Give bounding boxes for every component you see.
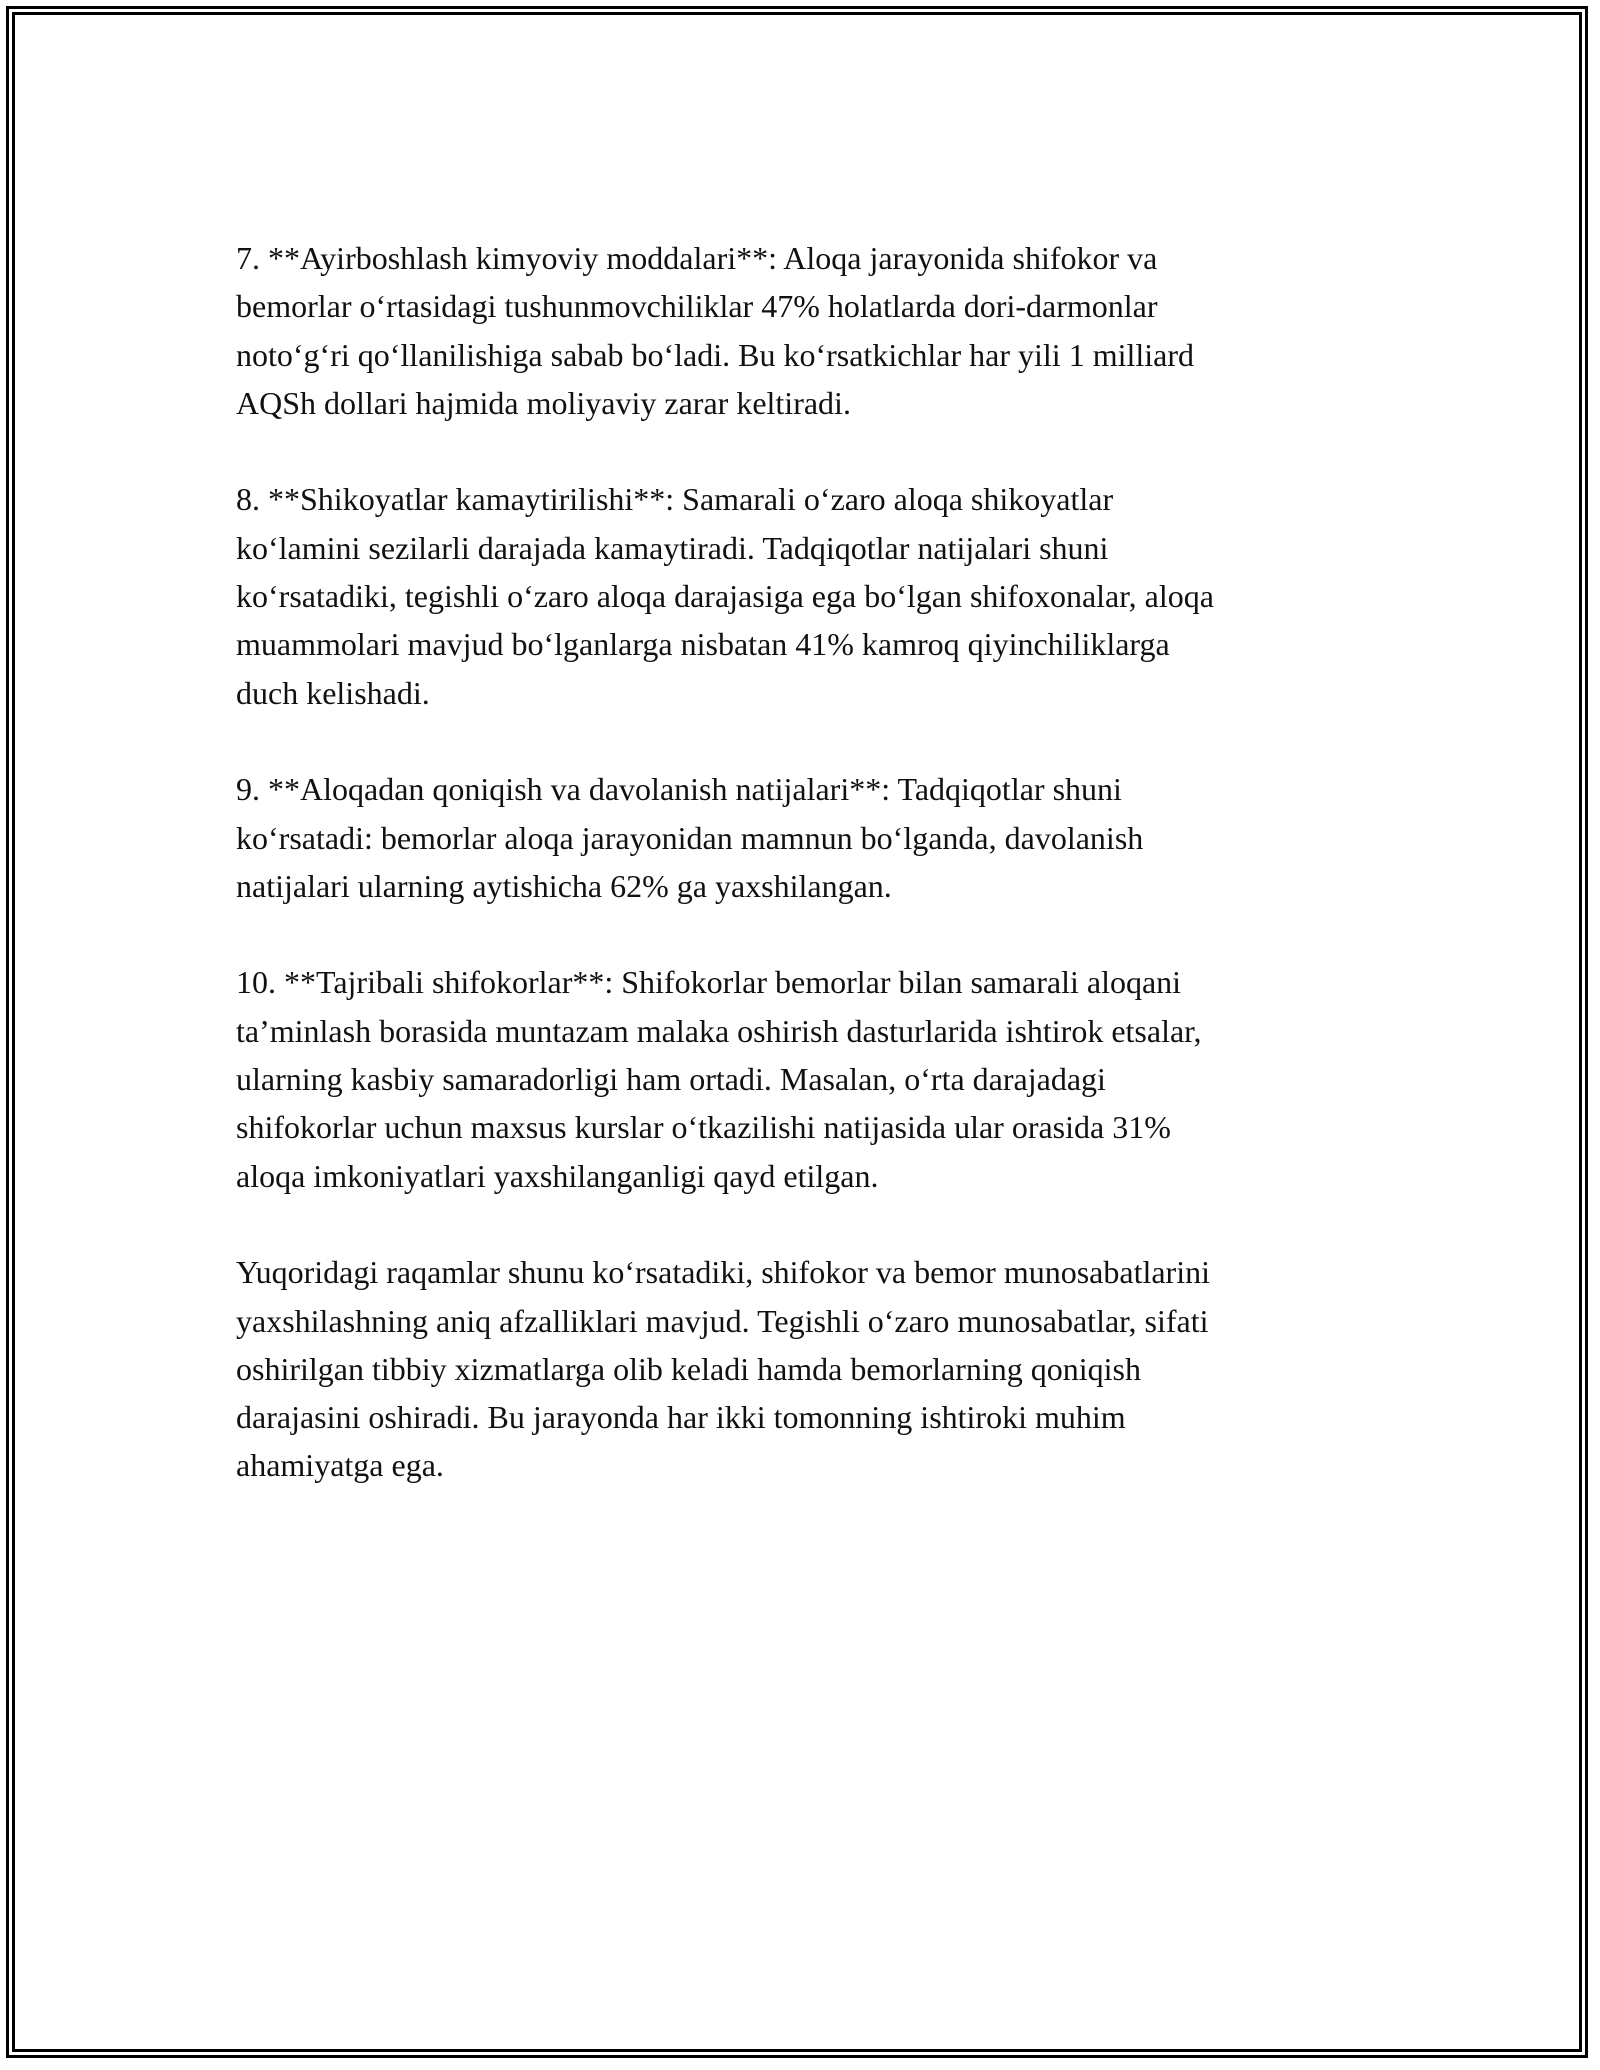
document-body bbox=[236, 234, 1376, 1538]
paragraph-item-10: 10. **Tajribali shifokorlar**: Shifokorlar bemorlar bilan samarali aloqani taʼminlash borasida muntazam malaka oshirish dasturlarida ishtirok etsalar, ularning kasbiy samaradorligi ham ortadi. Masalan, oʻrta darajadagi shifokorlar uchun maxsus kurslar oʻtkazilishi natijasida ular orasida 31% aloqa imkoniyatlari yaxshilanganligi qayd etilgan. bbox=[236, 964, 1202, 1194]
paragraph-item-8: 8. **Shikoyatlar kamaytirilishi**: Samarali oʻzaro aloqa shikoyatlar koʻlamini sezilarli darajada kamaytiradi. Tadqiqotlar natijalari shuni koʻrsatadiki, tegishli oʻzaro aloqa darajasiga ega boʻlgan shifoxonalar, aloqa muammolari mavjud boʻlganlarga nisbatan 41% kamroq qiyinchiliklarga duch kelishadi. bbox=[236, 481, 1214, 711]
paragraph-item-9: 9. **Aloqadan qoniqish va davolanish natijalari**: Tadqiqotlar shuni koʻrsatadi: bemorlar aloqa jarayonidan mamnun boʻlganda, davolanish natijalari ularning aytishicha 62% ga yaxshilangan. bbox=[236, 771, 1144, 904]
paragraph-conclusion: Yuqoridagi raqamlar shunu koʻrsatadiki, shifokor va bemor munosabatlarini yaxshilashning aniq afzalliklari mavjud. Tegishli oʻzaro munosabatlar, sifati oshirilgan tibbiy xizmatlarga olib keladi hamda bemorlarning qoniqish darajasini oshiradi. Bu jarayonda har ikki tomonning ishtiroki muhim ahamiyatga ega. bbox=[236, 1254, 1210, 1484]
paragraph-item-7: 7. **Ayirboshlash kimyoviy moddalari**: Aloqa jarayonida shifokor va bemorlar oʻrtasidagi tushunmovchiliklar 47% holatlarda dori-darmonlar notoʻgʻri qoʻllanilishiga sabab boʻladi. Bu koʻrsatkichlar har yili 1 milliard AQSh dollari hajmida moliyaviy zarar keltiradi. bbox=[236, 240, 1194, 421]
